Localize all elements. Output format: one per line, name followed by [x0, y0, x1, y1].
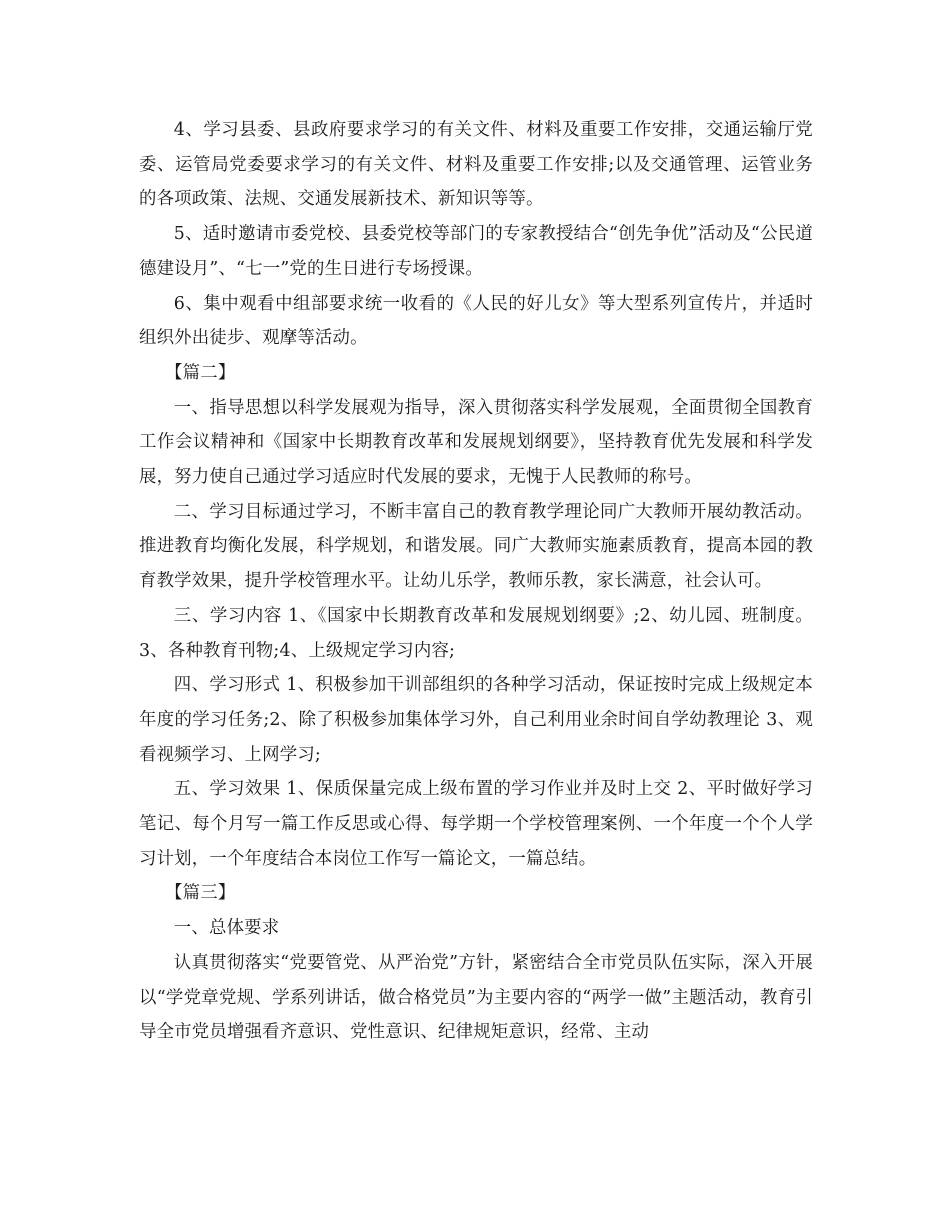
paragraph-item-5: 5、适时邀请市委党校、县委党校等部门的专家教授结合“创先争优”活动及“公民道德建设月”、“七一”党的生日进行专场授课。: [139, 224, 813, 279]
document-body: [139, 113, 813, 1050]
paragraph-guiding-thought: 一、指导思想以科学发展观为指导，深入贯彻落实科学发展观，全面贯彻全国教育工作会议精神和《国家中长期教育改革和发展规划纲要》，坚持教育优先发展和科学发展，努力使自己通过学习适应时代发展的要求，无愧于人民教师的称号。: [139, 397, 813, 488]
section-heading-part-3: 【篇三】: [165, 883, 236, 904]
section-heading-part-2: 【篇二】: [165, 362, 236, 383]
paragraph-study-content: 三、学习内容 1、《国家中长期教育改革和发展规划纲要》;2、幼儿园、班制度。3、各种教育刊物;4、上级规定学习内容;: [139, 605, 813, 661]
paragraph-item-6: 6、集中观看中组部要求统一收看的《人民的好儿女》等大型系列宣传片，并适时组织外出徒步、观摩等活动。: [139, 293, 813, 349]
paragraph-study-goal: 二、学习目标通过学习，不断丰富自己的教育教学理论同广大教师开展幼教活动。推进教育均衡化发展，科学规划，和谐发展。同广大教师实施素质教育，提高本园的教育教学效果，提升学校管理水平。让幼儿乐学，教师乐教，家长满意，社会认可。: [139, 501, 813, 592]
paragraph-item-4: 4、学习县委、县政府要求学习的有关文件、材料及重要工作安排，交通运输厅党委、运管局党委要求学习的有关文件、材料及重要工作安排;以及交通管理、运管业务的各项政策、法规、交通发展新技术、新知识等等。: [139, 120, 813, 210]
subheading-general-requirements: 一、总体要求: [173, 918, 280, 939]
paragraph-study-effect: 五、学习效果 1、保质保量完成上级布置的学习作业并及时上交 2、平时做好学习笔记、每个月写一篇工作反思或心得、每学期一个学校管理案例、一个年度一个个人学习计划，一个年度结合本岗位工作写一篇论文，一篇总结。: [139, 779, 813, 869]
paragraph-study-form: 四、学习形式 1、积极参加干训部组织的各种学习活动，保证按时完成上级规定本年度的学习任务;2、除了积极参加集体学习外，自己利用业余时间自学幼教理论 3、观看视频学习、上网学习;: [139, 675, 813, 765]
paragraph-requirements-body: 认真贯彻落实“党要管党、从严治党”方针，紧密结合全市党员队伍实际，深入开展以“学党章党规、学系列讲话，做合格党员”为主要内容的“两学一做”主题活动，教育引导全市党员增强看齐意识、党性意识、纪律规矩意识，经常、主动: [139, 952, 813, 1043]
